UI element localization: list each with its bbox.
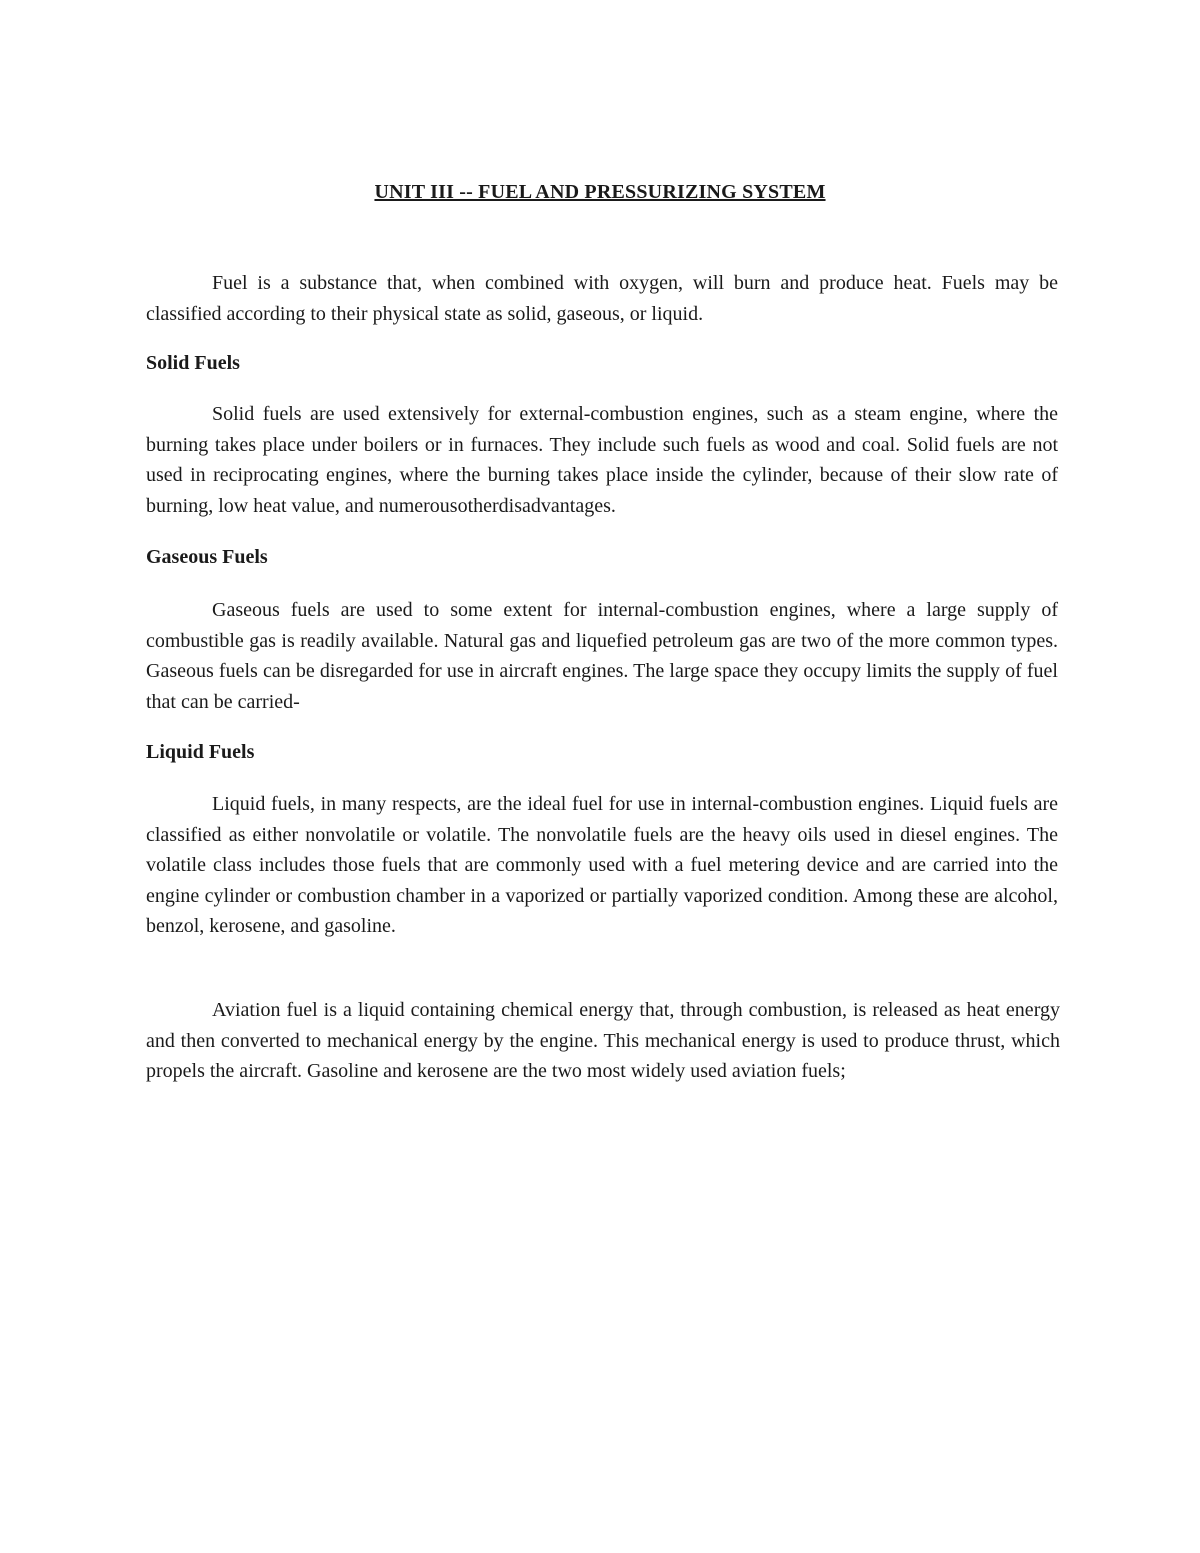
section-heading-liquid-fuels: Liquid Fuels <box>146 741 255 763</box>
liquid-fuels-paragraph: Liquid fuels, in many respects, are the ideal fuel for use in internal-combustion engines. Liquid fuels are classified as either nonvolatile or volatile. The nonvolatile fuels are the heavy oils used in diesel engines. The volatile class includes those fuels that are commonly used with a fuel metering device and are carried into the engine cylinder or combustion chamber in a vaporized or partially vaporized condition. Among these are alcohol, benzol, kerosene, and gasoline. <box>146 793 1058 937</box>
page-title: UNIT III -- FUEL AND PRESSURIZING SYSTEM <box>374 181 826 203</box>
aviation-fuel-paragraph: Aviation fuel is a liquid containing chemical energy that, through combustion, is released as heat energy and then converted to mechanical energy by the engine. This mechanical energy is used to produce thrust, which propels the aircraft. Gasoline and kerosene are the two most widely used aviation fuels; <box>146 999 1060 1082</box>
section-heading-solid-fuels: Solid Fuels <box>146 352 240 374</box>
solid-fuels-paragraph: Solid fuels are used extensively for external-combustion engines, such as a steam engine, where the burning takes place under boilers or in furnaces. They include such fuels as wood and coal. Solid fuels are not used in reciprocating engines, where the burning takes place inside the cylinder, because of their slow rate of burning, low heat value, and numerousotherdisadvantages. <box>146 403 1058 517</box>
intro-paragraph: Fuel is a substance that, when combined with oxygen, will burn and produce heat. Fuels may be classified according to their physical state as solid, gaseous, or liquid. <box>146 272 1058 325</box>
section-heading-gaseous-fuels: Gaseous Fuels <box>146 546 268 568</box>
gaseous-fuels-paragraph: Gaseous fuels are used to some extent for internal-combustion engines, where a large supply of combustible gas is readily available. Natural gas and liquefied petroleum gas are two of the more common types. Gaseous fuels can be disregarded for use in aircraft engines. The large space they occupy limits the supply of fuel that can be carried- <box>146 599 1058 713</box>
